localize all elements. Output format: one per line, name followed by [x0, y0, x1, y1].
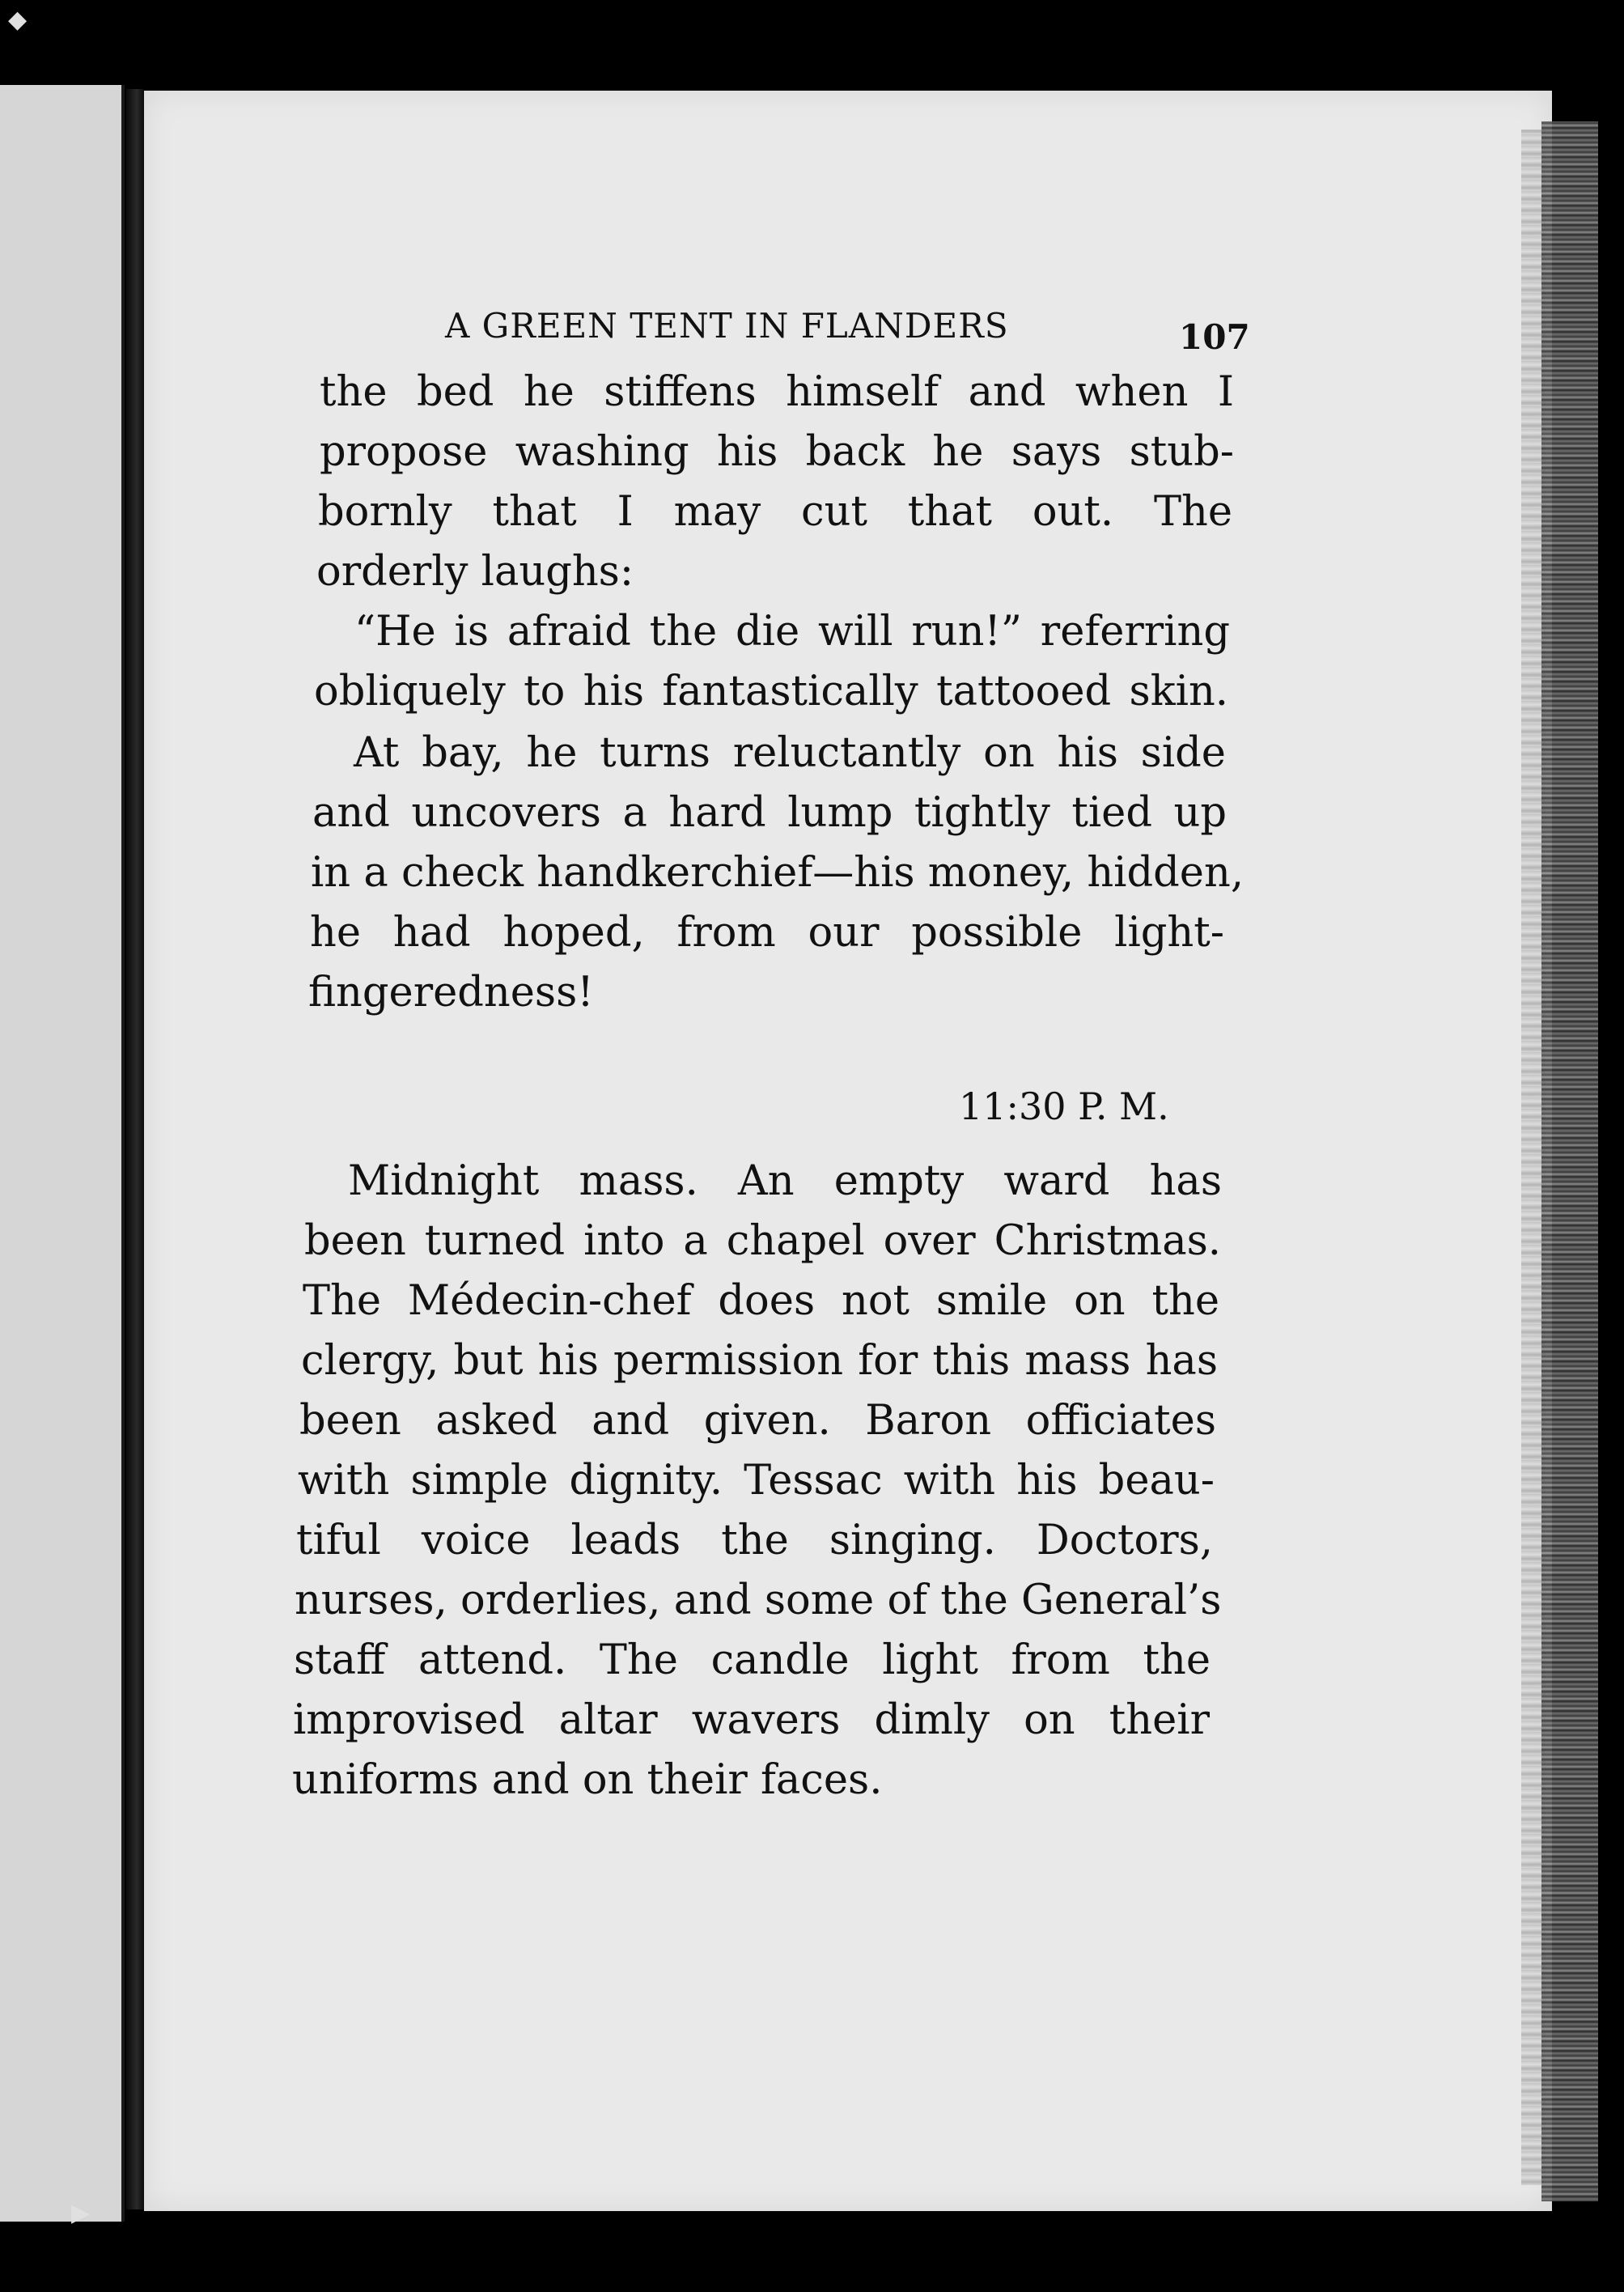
text-line: The Médecin-chef does not smile on the — [303, 1277, 1219, 1325]
scan-mark-bottom-left: ▶ — [71, 2199, 91, 2227]
scan-mark-top-left: ◆ — [8, 6, 28, 34]
text-line: Midnight mass. An empty ward has — [348, 1157, 1222, 1205]
page-number: 107 — [1179, 317, 1250, 357]
text-line: tiful voice leads the singing. Doctors, — [296, 1517, 1213, 1564]
text-line: been asked and given. Baron officiates — [299, 1397, 1216, 1445]
text-line: uniforms and on their faces. — [292, 1756, 883, 1804]
text-line: propose washing his back he says stub- — [320, 428, 1234, 476]
running-head — [445, 306, 1238, 346]
text-line: and uncovers a hard lump tightly tied up — [312, 789, 1227, 837]
text-line: obliquely to his fantastically tattooed skin. — [314, 668, 1228, 715]
text-line: At bay, he turns reluctantly on his side — [354, 729, 1226, 777]
text-line: “He is afraid the die will run!” referring — [354, 608, 1230, 656]
text-line: in a check handkerchief—his money, hidden, — [311, 849, 1245, 897]
text-line: fingeredness! — [308, 969, 594, 1017]
text-line: with simple dignity. Tessac with his beau- — [298, 1457, 1215, 1505]
text-line: nurses, orderlies, and some of the General’s — [295, 1577, 1222, 1624]
text-line: staff attend. The candle light from the — [294, 1636, 1211, 1684]
page-fore-edge — [1541, 121, 1598, 2201]
diary-timestamp: 11:30 P. M. — [959, 1084, 1169, 1128]
previous-page-edge — [0, 85, 125, 2222]
running-head-title: A GREEN TENT IN FLANDERS — [445, 306, 1009, 346]
text-line: orderly laughs: — [316, 548, 634, 596]
text-line: the bed he stiffens himself and when I — [320, 368, 1234, 416]
text-line: been turned into a chapel over Christmas. — [304, 1217, 1221, 1265]
text-line: bornly that I may cut that out. The — [318, 488, 1232, 536]
text-line: he had hoped, from our possible light- — [310, 909, 1224, 957]
text-line: improvised altar wavers dimly on their — [293, 1696, 1210, 1744]
text-line: clergy, but his permission for this mass has — [301, 1337, 1218, 1385]
book-gutter — [126, 89, 144, 2209]
